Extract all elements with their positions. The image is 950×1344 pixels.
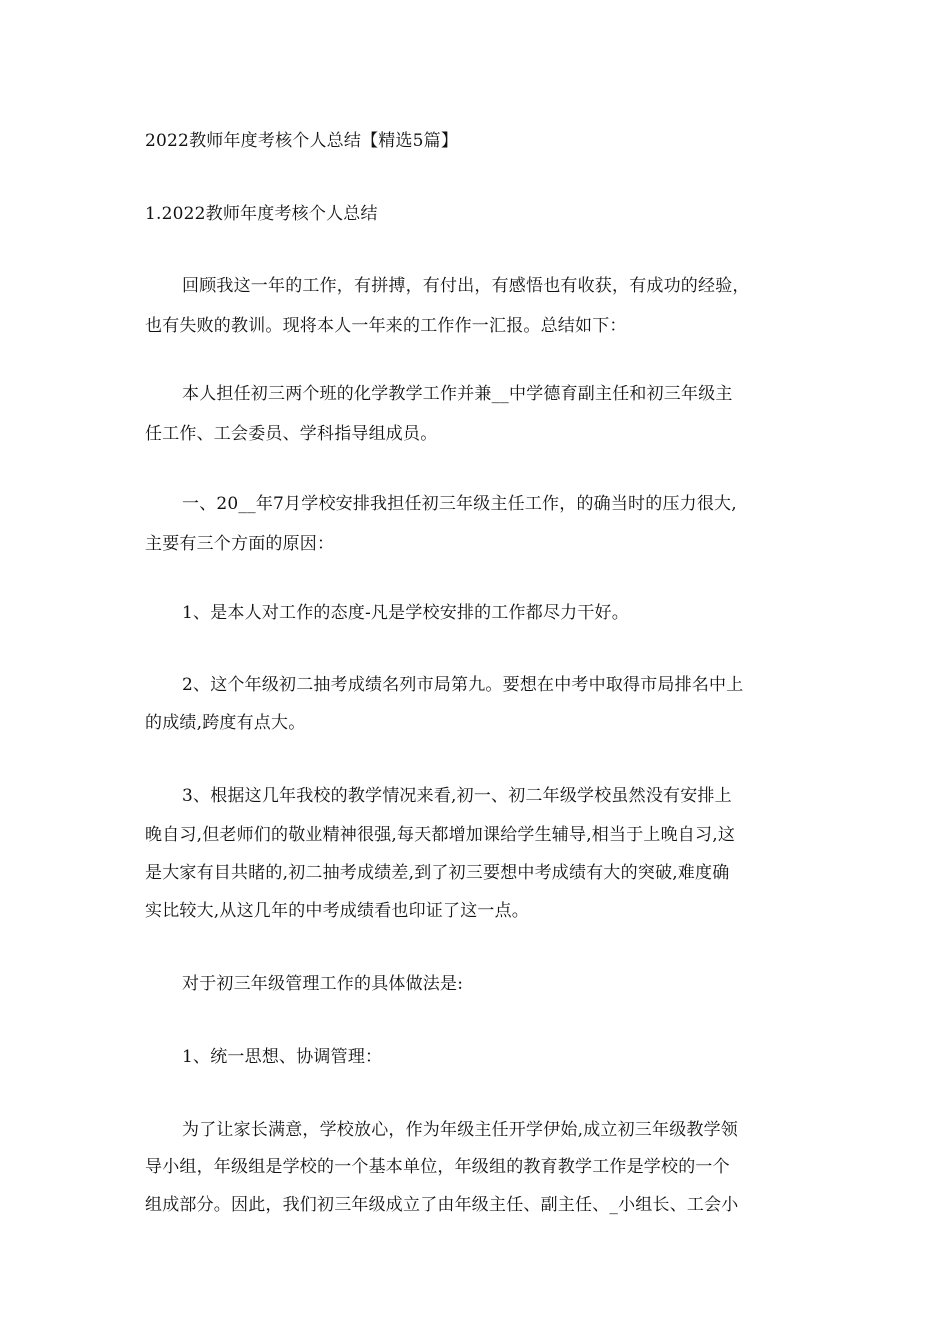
paragraph-line: 3、根据这几年我校的教学情况来看,初一、初二年级学校虽然没有安排上 [182,786,732,806]
paragraph-line: 一、20__年7月学校安排我担任初三年级主任工作，的确当时的压力很大, [182,494,737,514]
paragraph-line: 2、这个年级初二抽考成绩名列市局第九。要想在中考中取得市局排名中上 [182,675,744,695]
paragraph-line: 导小组，年级组是学校的一个基本单位，年级组的教育教学工作是学校的一个 [145,1157,730,1177]
paragraph-line: 对于初三年级管理工作的具体做法是: [182,974,464,994]
paragraph-line: 晚自习,但老师们的敬业精神很强,每天都增加课给学生辅导,相当于上晚自习,这 [145,825,736,845]
paragraph-line: 1、统一思想、协调管理： [182,1047,383,1067]
paragraph-line: 是大家有目共睹的,初二抽考成绩差,到了初三要想中考成绩有大的突破,难度确 [145,863,730,883]
paragraph-line: 为了让家长满意，学校放心，作为年级主任开学伊始,成立初三年级教学领 [182,1120,739,1140]
paragraph-line: 回顾我这一年的工作，有拼搏，有付出，有感悟也有收获，有成功的经验， [182,276,750,296]
paragraph-line: 任工作、工会委员、学科指导组成员。 [145,424,438,444]
paragraph-line: 本人担任初三两个班的化学教学工作并兼__中学德育副主任和初三年级主 [182,384,733,404]
paragraph-line: 的成绩,跨度有点大。 [145,713,306,733]
paragraph-line: 主要有三个方面的原因： [145,534,335,554]
paragraph-line: 也有失败的教训。现将本人一年来的工作作一汇报。总结如下： [145,316,627,336]
section-title: 1.2022教师年度考核个人总结 [145,204,378,224]
paragraph-line: 实比较大,从这几年的中考成绩看也印证了这一点。 [145,901,530,921]
document-title: 2022教师年度考核个人总结【精选5篇】 [145,131,459,151]
paragraph-line: 1、是本人对工作的态度-凡是学校安排的工作都尽力干好。 [182,603,629,623]
paragraph-line: 组成部分。因此，我们初三年级成立了由年级主任、副主任、_小组长、工会小 [145,1195,739,1215]
